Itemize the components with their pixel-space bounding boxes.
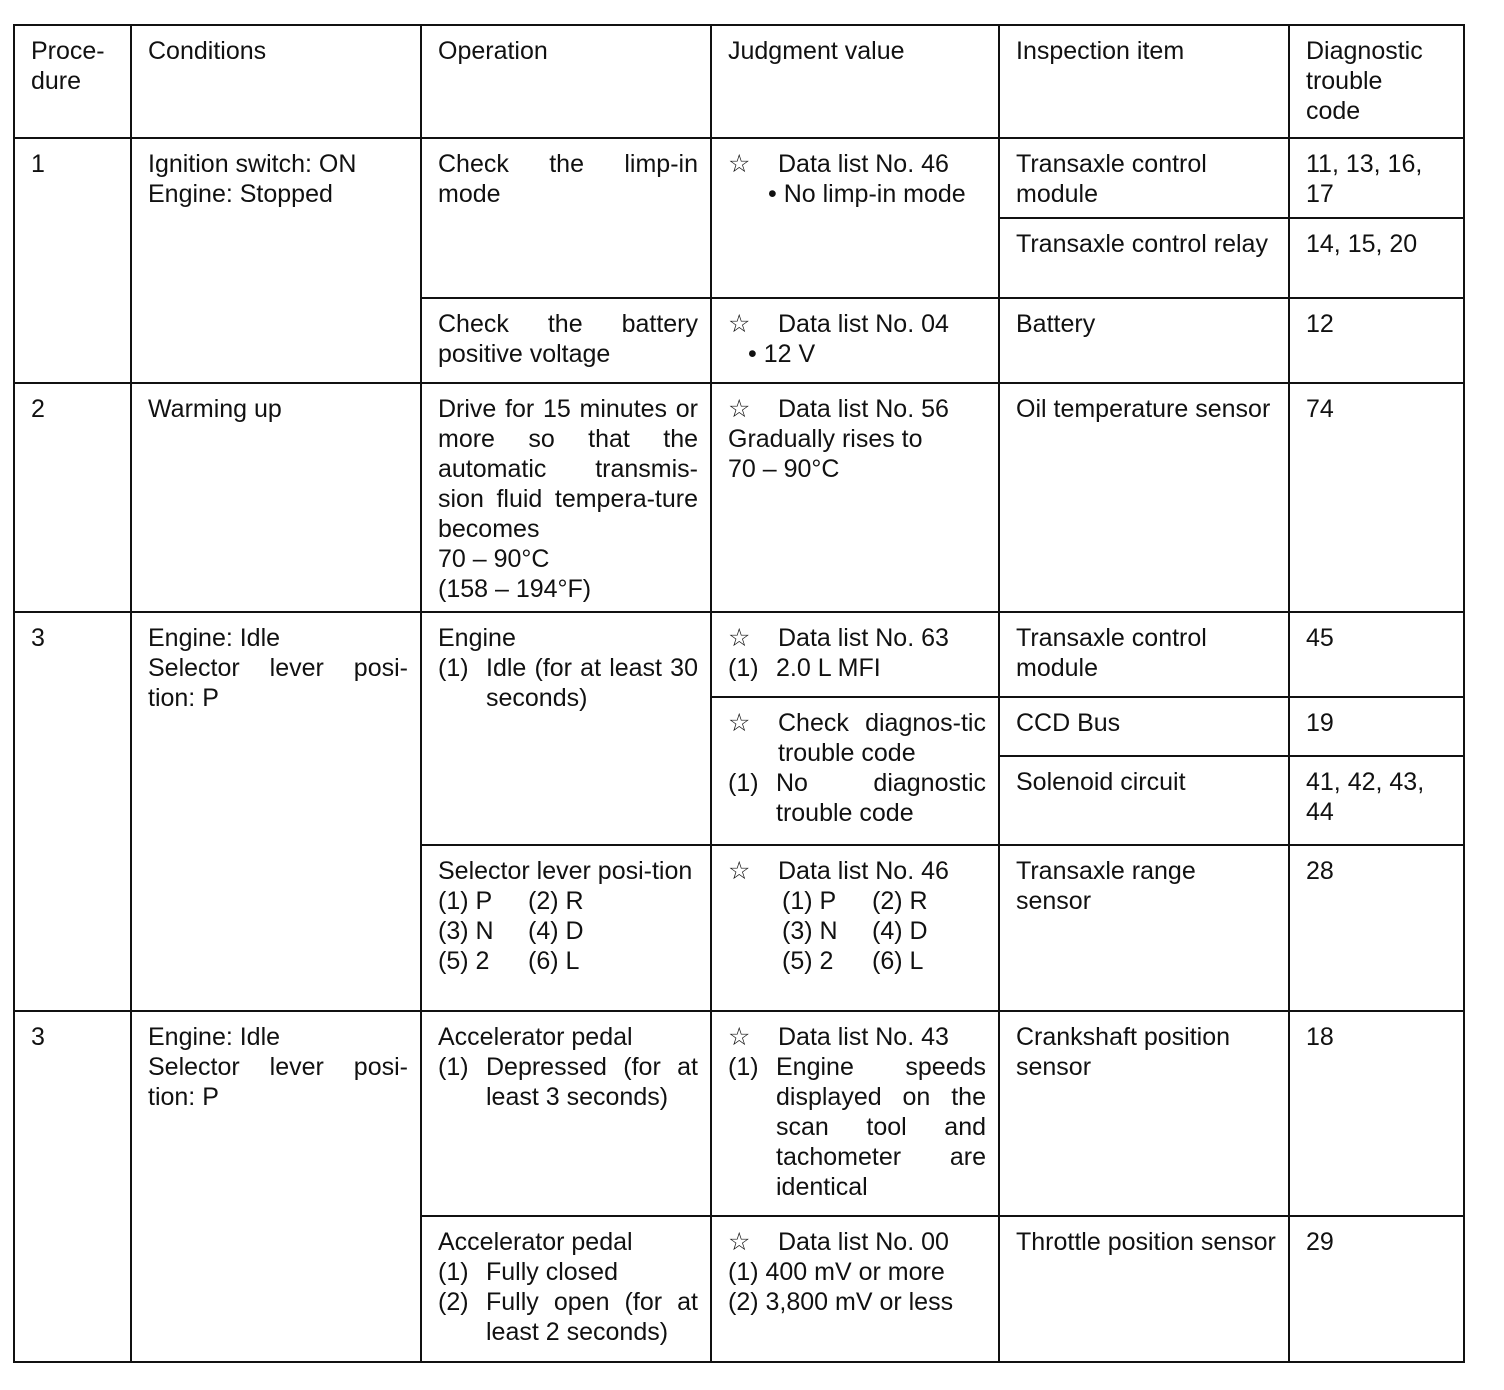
star-icon: ☆ xyxy=(728,310,751,338)
star-icon: ☆ xyxy=(728,395,751,423)
dtc-cell: 45 xyxy=(1289,612,1464,697)
judgment-item: (1) 400 mV or more xyxy=(728,1258,945,1286)
conditions-cell xyxy=(131,138,421,383)
dtc-cell: 14, 15, 20 xyxy=(1289,218,1464,298)
diagnosis-table xyxy=(13,24,1465,1363)
procedure-cell: 3 xyxy=(14,612,131,1011)
star-icon: ☆ xyxy=(728,150,751,178)
star-icon: ☆ xyxy=(728,1228,751,1256)
inspection-cell: Throttle position sensor xyxy=(999,1216,1289,1362)
dtc-cell: 12 xyxy=(1289,298,1464,383)
inspection-cell: Crankshaft position sensor xyxy=(999,1011,1289,1216)
dtc-cell: 11, 13, 16, 17 xyxy=(1289,138,1464,218)
operation-text: Drive for 15 minutes or more so that the automatic transmis-sion fluid tempera-ture becomes xyxy=(438,395,698,543)
operation-cell: Check the battery positive voltage xyxy=(421,298,711,383)
judgment-cell: ☆ Data list No. 56 Gradually rises to 70 – 90°C xyxy=(711,383,999,612)
operation-cell: Selector lever posi-tion (1) P (2) R (3) N (4) D (5) 2 (6) L xyxy=(421,845,711,1011)
judgment-item: (2) 3,800 mV or less xyxy=(728,1288,954,1316)
condition-text: Engine: Idle xyxy=(148,624,281,652)
header-procedure: Proce- dure xyxy=(14,25,131,138)
dtc-cell: 18 xyxy=(1289,1011,1464,1216)
operation-cell: Engine (1) Idle (for at least 30 seconds) xyxy=(421,612,711,845)
table-row xyxy=(14,138,1464,218)
judgment-cell: ☆ Data list No. 46 • No limp-in mode xyxy=(711,138,999,298)
star-icon: ☆ xyxy=(728,709,751,737)
condition-text: Selector lever posi-tion: P xyxy=(148,654,408,712)
operation-cell xyxy=(421,383,711,612)
conditions-cell xyxy=(131,612,421,1011)
operation-text: 70 – 90°C xyxy=(438,545,550,573)
operation-cell: Accelerator pedal (1) Depressed (for at least 3 seconds) xyxy=(421,1011,711,1216)
conditions-cell: Warming up xyxy=(131,383,421,612)
condition-text: Selector lever posi-tion: P xyxy=(148,1053,408,1111)
judgment-item: 70 – 90°C xyxy=(728,455,840,483)
operation-title: Selector lever posi-tion xyxy=(438,857,693,885)
star-icon: ☆ xyxy=(728,857,751,885)
dtc-cell: 74 xyxy=(1289,383,1464,612)
judgment-cell: ☆ Check diagnos-tic trouble code (1) No diagnostic trouble code xyxy=(711,697,999,845)
operation-cell: Accelerator pedal (1) Fully closed (2) Fully open (for at least 2 seconds) xyxy=(421,1216,711,1362)
condition-text: Engine: Idle xyxy=(148,1023,281,1051)
inspection-cell: Battery xyxy=(999,298,1289,383)
dtc-cell: 41, 42, 43, 44 xyxy=(1289,756,1464,845)
judgment-cell: ☆ Data list No. 00 (1) 400 mV or more (2) 3,800 mV or less xyxy=(711,1216,999,1362)
procedure-cell: 3 xyxy=(14,1011,131,1362)
procedure-cell: 1 xyxy=(14,138,131,383)
judgment-item: • No limp-in mode xyxy=(768,180,966,208)
conditions-cell xyxy=(131,1011,421,1362)
operation-title: Accelerator pedal xyxy=(438,1023,633,1051)
table-row xyxy=(14,1011,1464,1216)
judgment-item: Gradually rises to xyxy=(728,425,923,453)
judgment-cell: ☆ Data list No. 43 (1) Engine speeds displayed on the scan tool and tachometer are identical xyxy=(711,1011,999,1216)
dtc-cell: 29 xyxy=(1289,1216,1464,1362)
operation-title: Accelerator pedal xyxy=(438,1228,633,1256)
procedure-cell: 2 xyxy=(14,383,131,612)
header-inspection-item: Inspection item xyxy=(999,25,1289,138)
header-operation: Operation xyxy=(421,25,711,138)
inspection-cell: Transaxle control relay xyxy=(999,218,1289,298)
star-icon: ☆ xyxy=(728,1023,751,1051)
table-row xyxy=(14,383,1464,612)
inspection-cell: Solenoid circuit xyxy=(999,756,1289,845)
inspection-cell: Transaxle control module xyxy=(999,612,1289,697)
dtc-cell: 19 xyxy=(1289,697,1464,756)
header-dtc: Diagnostic trouble code xyxy=(1289,25,1464,138)
judgment-cell: ☆ Data list No. 04 • 12 V xyxy=(711,298,999,383)
star-icon: ☆ xyxy=(728,624,751,652)
header-judgment-value: Judgment value xyxy=(711,25,999,138)
inspection-cell: CCD Bus xyxy=(999,697,1289,756)
judgment-cell: ☆ Data list No. 46 (1) P (2) R (3) N (4) D (5) 2 (6) L xyxy=(711,845,999,1011)
judgment-item: • 12 V xyxy=(748,340,816,368)
header-conditions: Conditions xyxy=(131,25,421,138)
condition-text: Ignition switch: ON xyxy=(148,150,357,178)
inspection-cell: Transaxle range sensor xyxy=(999,845,1289,1011)
header-row xyxy=(14,25,1464,138)
condition-text: Engine: Stopped xyxy=(148,180,333,208)
inspection-cell: Transaxle control module xyxy=(999,138,1289,218)
operation-cell: Check the limp-in mode xyxy=(421,138,711,298)
dtc-cell: 28 xyxy=(1289,845,1464,1011)
table-row xyxy=(14,612,1464,697)
inspection-cell: Oil temperature sensor xyxy=(999,383,1289,612)
judgment-cell: ☆ Data list No. 63 (1) 2.0 L MFI xyxy=(711,612,999,697)
operation-text: (158 – 194°F) xyxy=(438,575,592,603)
operation-title: Engine xyxy=(438,624,516,652)
